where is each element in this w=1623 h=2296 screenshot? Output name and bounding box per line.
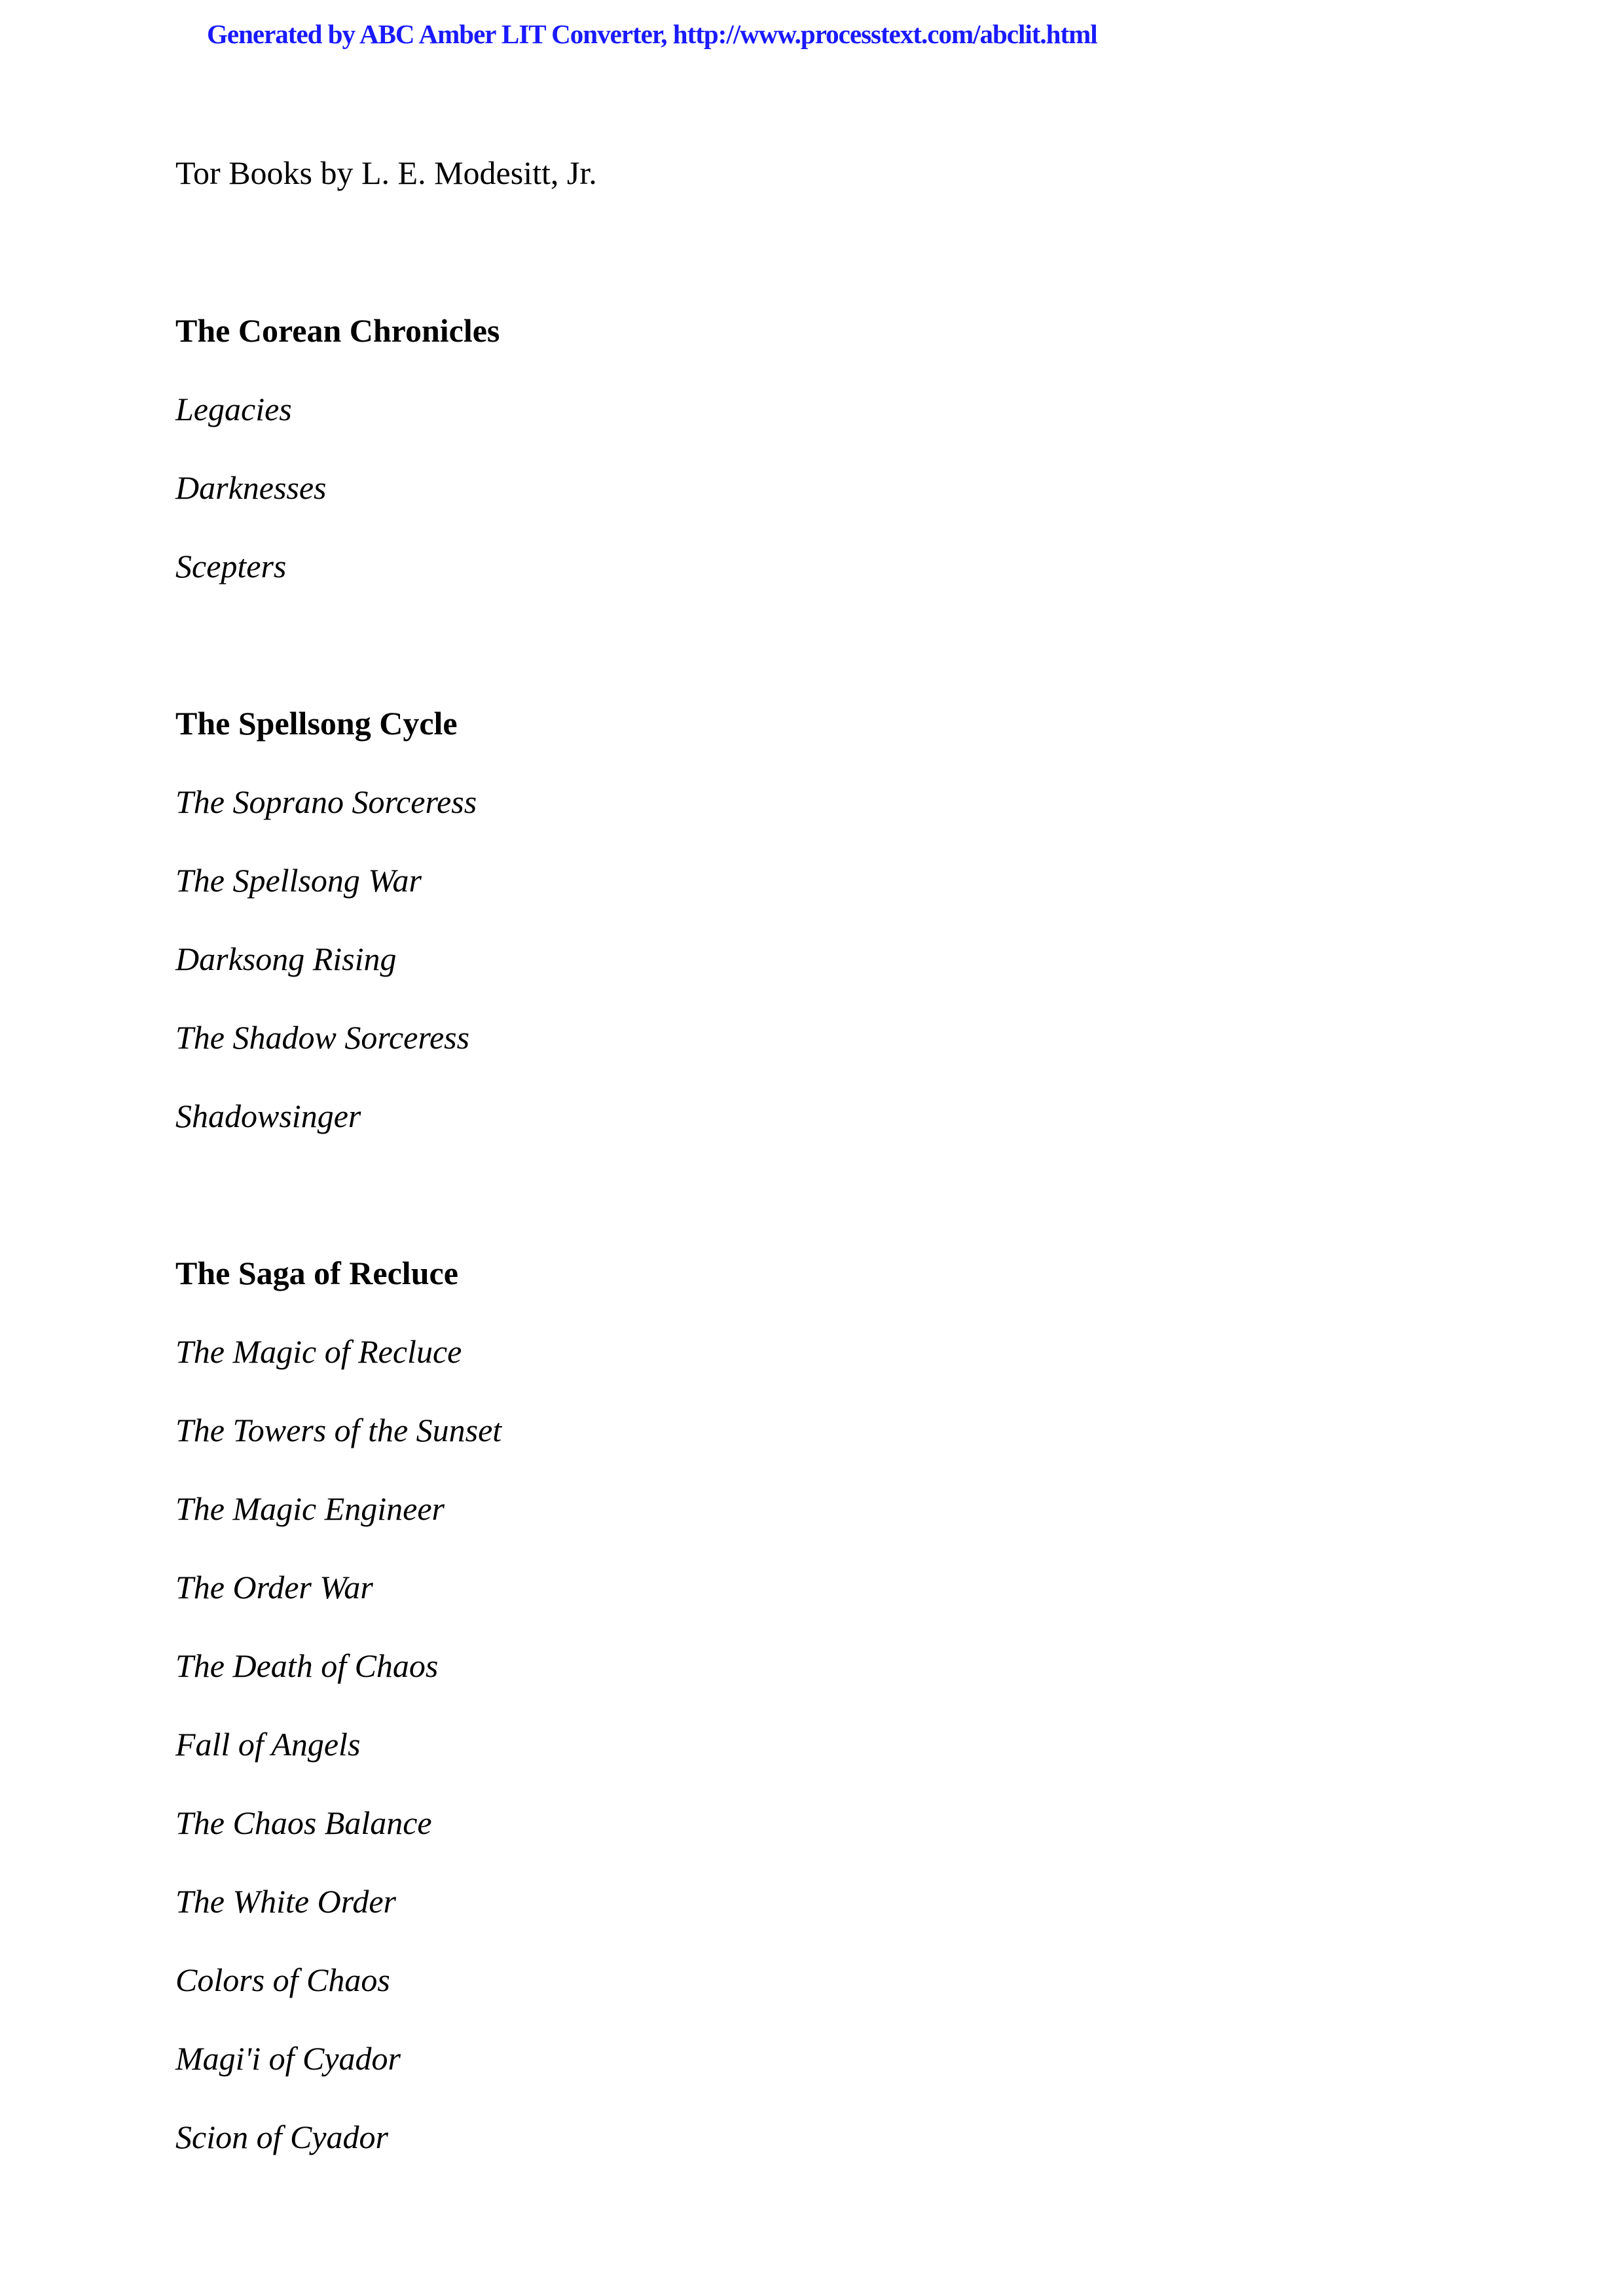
book-title: The Chaos Balance (175, 1804, 432, 1841)
book-title: Darknesses (175, 469, 327, 506)
series-saga-of-recluce (175, 1253, 501, 2196)
series-title: The Saga of Recluce (175, 1255, 458, 1291)
book-title: Legacies (175, 391, 292, 427)
page-heading: Tor Books by L. E. Modesitt, Jr. (175, 154, 597, 191)
book-title: Colors of Chaos (175, 1962, 390, 1998)
book-title: Magi'i of Cyador (175, 2040, 401, 2077)
book-title: Scion of Cyador (175, 2119, 388, 2155)
book-title: Fall of Angels (175, 1726, 361, 1763)
book-title: The Death of Chaos (175, 1647, 439, 1684)
book-title: The White Order (175, 1883, 396, 1920)
converter-banner (207, 18, 1097, 50)
book-title: The Magic Engineer (175, 1490, 445, 1527)
book-title: The Spellsong War (175, 862, 422, 899)
converter-link[interactable]: http://www.processtext.com/abclit.html (672, 19, 1097, 49)
series-corean-chronicles (175, 311, 500, 625)
series-title: The Corean Chronicles (175, 312, 500, 349)
book-title: The Soprano Sorceress (175, 783, 477, 820)
series-title: The Spellsong Cycle (175, 705, 458, 742)
book-title: Shadowsinger (175, 1098, 361, 1134)
series-spellsong-cycle (175, 704, 477, 1175)
book-title: The Towers of the Sunset (175, 1412, 502, 1448)
book-title: Scepters (175, 548, 287, 584)
book-title: The Shadow Sorceress (175, 1019, 470, 1056)
book-list (175, 782, 477, 1175)
banner-text: Generated by ABC Amber LIT Converter, (207, 19, 673, 49)
book-title: Darksong Rising (175, 941, 397, 977)
book-title: The Order War (175, 1569, 373, 1605)
book-list (175, 1332, 501, 2196)
book-title: The Magic of Recluce (175, 1333, 462, 1370)
book-list (175, 389, 500, 625)
